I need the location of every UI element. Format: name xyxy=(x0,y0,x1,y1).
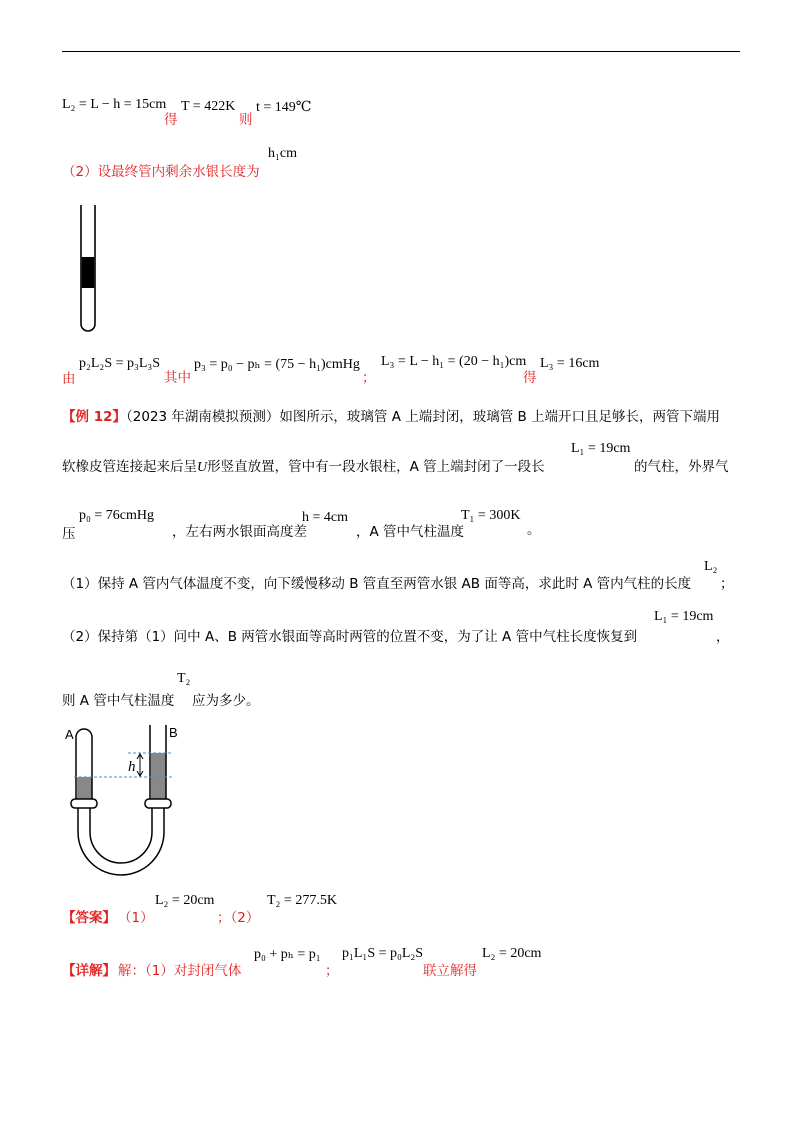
example-line3-b: ，左右两水银面高度差 xyxy=(172,524,307,540)
eq-l2: L₂ = L − h = 15cm xyxy=(62,97,167,112)
q1-end: ； xyxy=(720,576,734,592)
vertical-tube-figure xyxy=(70,200,106,336)
eq-p0: p₀ = 76cmHg xyxy=(79,508,154,523)
label-h: h xyxy=(128,759,136,775)
answer-eq1: L₂ = 20cm xyxy=(155,893,215,908)
mercury-column xyxy=(82,257,94,288)
example-line3-a: 压 xyxy=(62,526,76,542)
detail-eq1: p₀ + pₕ = p₁ xyxy=(254,947,321,962)
joint-b xyxy=(145,799,171,808)
eq-temp: t = 149℃ xyxy=(256,100,312,115)
answer-p1: （1） xyxy=(118,910,154,926)
eq-l3-result: L₃ = 16cm xyxy=(540,356,600,371)
word-de: 得 xyxy=(164,112,178,128)
eq-p3: p₃ = p₀ − pₕ = (75 − h₁)cmHg xyxy=(194,357,360,372)
detail-eq3: L₂ = 20cm xyxy=(482,946,542,961)
u-tube-figure xyxy=(60,720,200,885)
answer-sep: ；（2） xyxy=(217,910,260,926)
detail-sep: ； xyxy=(325,963,339,979)
question-2-cont-b: 应为多少。 xyxy=(192,693,260,709)
q1-var: L₂ xyxy=(704,559,718,574)
question-2: （2）保持第（1）问中 A、B 两管水银面等高时两管的位置不变，为了让 A 管中气柱长度恢复到 xyxy=(62,629,638,645)
part2-var: h₁cm xyxy=(268,146,297,161)
word-you: 由 xyxy=(62,371,76,387)
label-a: A xyxy=(65,727,74,742)
mercury-b xyxy=(151,753,166,799)
joint-a xyxy=(71,799,97,808)
question-1: （1）保持 A 管内气体温度不变，向下缓慢移动 B 管直至两管水银 AB 面等高，求此时 A 管内气柱的长度 xyxy=(62,576,692,592)
q2-end: ， xyxy=(716,629,730,645)
answer-eq2: T₂ = 277.5K xyxy=(267,893,337,908)
mercury-a xyxy=(77,777,92,799)
q2-eq: L₁ = 19cm xyxy=(654,609,714,624)
detail-label: 【详解】 xyxy=(62,963,116,979)
eq-boyle: p₂L₂S = p₃L₃S xyxy=(79,356,161,371)
answer-label: 【答案】 xyxy=(62,910,116,926)
word-qizhong: 其中 xyxy=(164,370,191,386)
header-rule xyxy=(62,51,740,52)
example-line3-d: 。 xyxy=(527,522,541,538)
eq-l1: L₁ = 19cm xyxy=(571,441,631,456)
word-de-2: 得 xyxy=(523,370,537,386)
example-line2-c: 的气柱，外界气 xyxy=(634,459,729,475)
eq-t1: T₁ = 300K xyxy=(461,508,521,523)
label-b: B xyxy=(169,725,178,740)
eq-h: h = 4cm xyxy=(302,510,348,525)
eq-l3: L₃ = L − h₁ = (20 − h₁)cm xyxy=(381,354,527,369)
eq-t: T = 422K xyxy=(181,99,236,114)
example-line1: 【例 12】（2023 年湖南模拟预测）如图所示，玻璃管 A 上端封闭，玻璃管 B 上端开口且足够长，两管下端用 xyxy=(62,409,721,425)
hose-inner xyxy=(90,808,152,863)
question-2-cont-a: 则 A 管中气柱温度 xyxy=(62,693,175,709)
example-line3-c: ，A 管中气柱温度 xyxy=(356,524,465,540)
semicolon: ； xyxy=(362,370,376,386)
detail-text1: 解：（1）对封闭气体 xyxy=(118,963,242,979)
part2-text: （2）设最终管内剩余水银长度为 xyxy=(62,164,260,180)
word-ze: 则 xyxy=(239,112,253,128)
example-line2-a: 软橡皮管连接起来后呈U形竖直放置，管中有一段水银柱，A 管上端封闭了一段长 xyxy=(62,459,545,475)
detail-text2: 联立解得 xyxy=(423,963,477,979)
q3-var: T₂ xyxy=(177,671,191,686)
example-label: 【例 12】 xyxy=(62,409,126,425)
detail-eq2: p₁L₁S = p₀L₂S xyxy=(342,946,424,961)
